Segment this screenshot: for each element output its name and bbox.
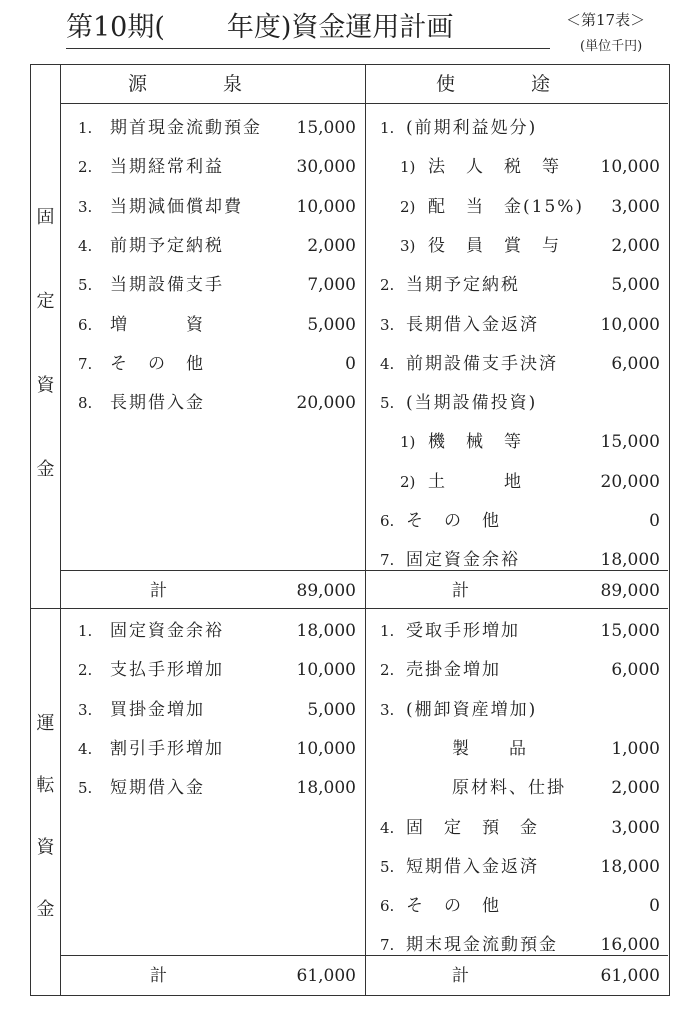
table-row xyxy=(78,305,356,345)
item-number: 7. xyxy=(380,551,395,570)
table-row xyxy=(380,265,660,305)
table-row xyxy=(380,650,660,690)
table-row xyxy=(78,226,356,266)
table-row xyxy=(380,305,660,345)
item-number: 2) xyxy=(400,197,416,216)
item-number: 5. xyxy=(78,779,93,798)
item-number: 3. xyxy=(380,315,395,334)
item-label: そ の 他 xyxy=(406,896,501,917)
table-row xyxy=(78,265,356,305)
working-source-total: 61,000 xyxy=(296,966,356,986)
page-title: 第10期( 年度)資金運用計画 xyxy=(66,8,550,49)
item-label: そ の 他 xyxy=(406,511,501,531)
item-number: 2. xyxy=(380,661,395,680)
item-value: 3,000 xyxy=(611,196,660,217)
side-char: 固 xyxy=(36,207,55,228)
table-row xyxy=(380,422,660,462)
item-label: 期末現金流動預金 xyxy=(406,935,558,956)
working-use-total-label: 計 xyxy=(452,966,469,986)
source-header: 源 泉 xyxy=(128,73,243,95)
item-number: 2) xyxy=(400,472,416,491)
item-label: 買掛金増加 xyxy=(110,699,205,720)
item-value: 20,000 xyxy=(296,393,356,414)
working-side-label xyxy=(31,706,60,928)
item-value: 10,000 xyxy=(600,157,660,178)
item-number: 2. xyxy=(78,661,93,680)
item-number: 7. xyxy=(380,936,395,955)
center-divider xyxy=(365,64,366,995)
item-value: 10,000 xyxy=(296,660,356,681)
item-label: 受取手形増加 xyxy=(406,621,520,641)
side-char: 定 xyxy=(36,291,55,312)
item-value: 0 xyxy=(649,511,660,531)
item-number: 2. xyxy=(78,158,93,177)
item-value: 15,000 xyxy=(600,432,660,453)
item-number: 2. xyxy=(380,276,395,295)
use-header: 使 途 xyxy=(436,73,551,95)
item-number: 1. xyxy=(78,622,93,640)
table-row xyxy=(380,108,660,148)
item-value: 10,000 xyxy=(296,738,356,759)
fixed-use-total-label: 計 xyxy=(452,581,469,601)
table-row xyxy=(78,768,356,808)
item-label: 前期設備支手決済 xyxy=(406,353,558,374)
fixed-source-total: 89,000 xyxy=(296,581,356,601)
item-value: 10,000 xyxy=(600,314,660,335)
item-value: 1,000 xyxy=(611,738,660,759)
item-number: 5. xyxy=(380,857,395,876)
table-row xyxy=(380,501,660,541)
item-label: 法 人 税 等 xyxy=(428,157,561,178)
side-char: 運 xyxy=(36,713,55,734)
item-label: 支払手形増加 xyxy=(110,660,224,681)
table-row xyxy=(78,650,356,690)
item-label: 配 当 金(15%) xyxy=(428,196,585,217)
item-value: 18,000 xyxy=(296,621,356,641)
item-label: 機 械 等 xyxy=(428,432,523,453)
item-value: 18,000 xyxy=(296,778,356,799)
item-value: 2,000 xyxy=(307,235,356,256)
working-use-total: 61,000 xyxy=(600,966,660,986)
fixed-source-total-label: 計 xyxy=(150,581,167,601)
item-label: 増 資 xyxy=(110,314,205,335)
item-label: 固定資金余裕 xyxy=(406,550,520,571)
table-row xyxy=(78,383,356,423)
item-value: 5,000 xyxy=(611,275,660,296)
item-label: 土 地 xyxy=(428,471,523,492)
item-number: 3. xyxy=(78,700,93,719)
table-row xyxy=(78,108,356,148)
item-value: 15,000 xyxy=(296,118,356,138)
item-label: 当期予定納税 xyxy=(406,275,520,296)
item-number: 4. xyxy=(380,818,395,837)
item-value: 6,000 xyxy=(611,660,660,681)
item-number: 6. xyxy=(380,897,395,916)
item-label: (当期設備投資) xyxy=(406,393,538,414)
item-number: 1) xyxy=(400,158,416,177)
table-row xyxy=(380,383,660,423)
side-char: 金 xyxy=(36,899,55,920)
item-label: 役 員 賞 与 xyxy=(428,235,561,256)
item-value: 20,000 xyxy=(600,471,660,492)
table-row xyxy=(78,729,356,769)
table-row xyxy=(380,187,660,227)
table-row xyxy=(78,690,356,730)
item-label: 前期予定納税 xyxy=(110,235,224,256)
item-number: 8. xyxy=(78,394,93,413)
item-number: 5. xyxy=(78,276,93,295)
item-number: 4. xyxy=(78,236,93,255)
table-row xyxy=(78,187,356,227)
table-row xyxy=(380,690,660,730)
item-value: 5,000 xyxy=(307,699,356,720)
item-value: 10,000 xyxy=(296,196,356,217)
table-number: ＜第17表＞ xyxy=(566,11,646,29)
item-label: 当期設備支手 xyxy=(110,275,224,296)
item-label: 短期借入金返済 xyxy=(406,856,539,877)
item-number: 4. xyxy=(380,354,395,373)
item-value: 18,000 xyxy=(600,550,660,571)
item-number: 6. xyxy=(380,512,395,530)
item-value: 0 xyxy=(649,896,660,917)
item-value: 7,000 xyxy=(307,275,356,296)
item-label: 当期経常利益 xyxy=(110,157,224,178)
side-divider xyxy=(60,64,61,995)
item-number: 3. xyxy=(78,197,93,216)
side-char: 転 xyxy=(36,775,55,796)
table-row xyxy=(380,768,660,808)
item-number: 4. xyxy=(78,739,93,758)
item-label: 当期減価償却費 xyxy=(110,196,243,217)
item-value: 0 xyxy=(345,353,356,374)
item-number: 5. xyxy=(380,394,395,413)
item-value: 6,000 xyxy=(611,353,660,374)
item-label: 固定資金余裕 xyxy=(110,621,224,641)
item-value: 16,000 xyxy=(600,935,660,956)
item-number: 3) xyxy=(400,236,416,255)
item-value: 2,000 xyxy=(611,235,660,256)
item-value: 3,000 xyxy=(611,817,660,838)
working-source-total-label: 計 xyxy=(150,966,167,986)
item-value: 18,000 xyxy=(600,856,660,877)
table-row xyxy=(380,847,660,887)
item-label: 割引手形増加 xyxy=(110,738,224,759)
item-label: (前期利益処分) xyxy=(406,118,538,138)
item-number: 6. xyxy=(78,315,93,334)
item-value: 5,000 xyxy=(307,314,356,335)
table-row xyxy=(380,729,660,769)
table-row xyxy=(78,344,356,384)
table-row xyxy=(380,611,660,651)
side-char: 資 xyxy=(36,837,55,858)
unit-label: (単位千円) xyxy=(580,39,643,54)
table-row xyxy=(380,226,660,266)
table-row xyxy=(380,462,660,502)
item-label: 製 品 xyxy=(452,738,528,759)
item-label: そ の 他 xyxy=(110,353,205,374)
item-value: 30,000 xyxy=(296,157,356,178)
item-label: 長期借入金 xyxy=(110,393,205,414)
side-char: 資 xyxy=(36,375,55,396)
table-row xyxy=(78,611,356,651)
item-number: 1. xyxy=(78,119,93,137)
item-label: 原材料、仕掛 xyxy=(452,778,566,799)
fixed-side-label xyxy=(31,200,60,488)
table-row xyxy=(78,147,356,187)
item-label: 期首現金流動預金 xyxy=(110,118,262,138)
header-divider xyxy=(60,103,668,104)
item-number: 1. xyxy=(380,622,395,640)
table-row xyxy=(380,886,660,926)
table-row xyxy=(380,147,660,187)
item-number: 1. xyxy=(380,119,395,137)
item-label: 長期借入金返済 xyxy=(406,314,539,335)
item-value: 2,000 xyxy=(611,778,660,799)
side-char: 金 xyxy=(36,459,55,480)
item-label: 短期借入金 xyxy=(110,778,205,799)
table-row xyxy=(380,344,660,384)
item-label: 固 定 預 金 xyxy=(406,817,539,838)
item-value: 15,000 xyxy=(600,621,660,641)
item-number: 1) xyxy=(400,433,416,452)
item-number: 3. xyxy=(380,700,395,719)
item-label: (棚卸資産増加) xyxy=(406,699,538,720)
item-label: 売掛金増加 xyxy=(406,660,501,681)
fixed-use-total: 89,000 xyxy=(600,581,660,601)
table-row xyxy=(380,808,660,848)
item-number: 7. xyxy=(78,354,93,373)
